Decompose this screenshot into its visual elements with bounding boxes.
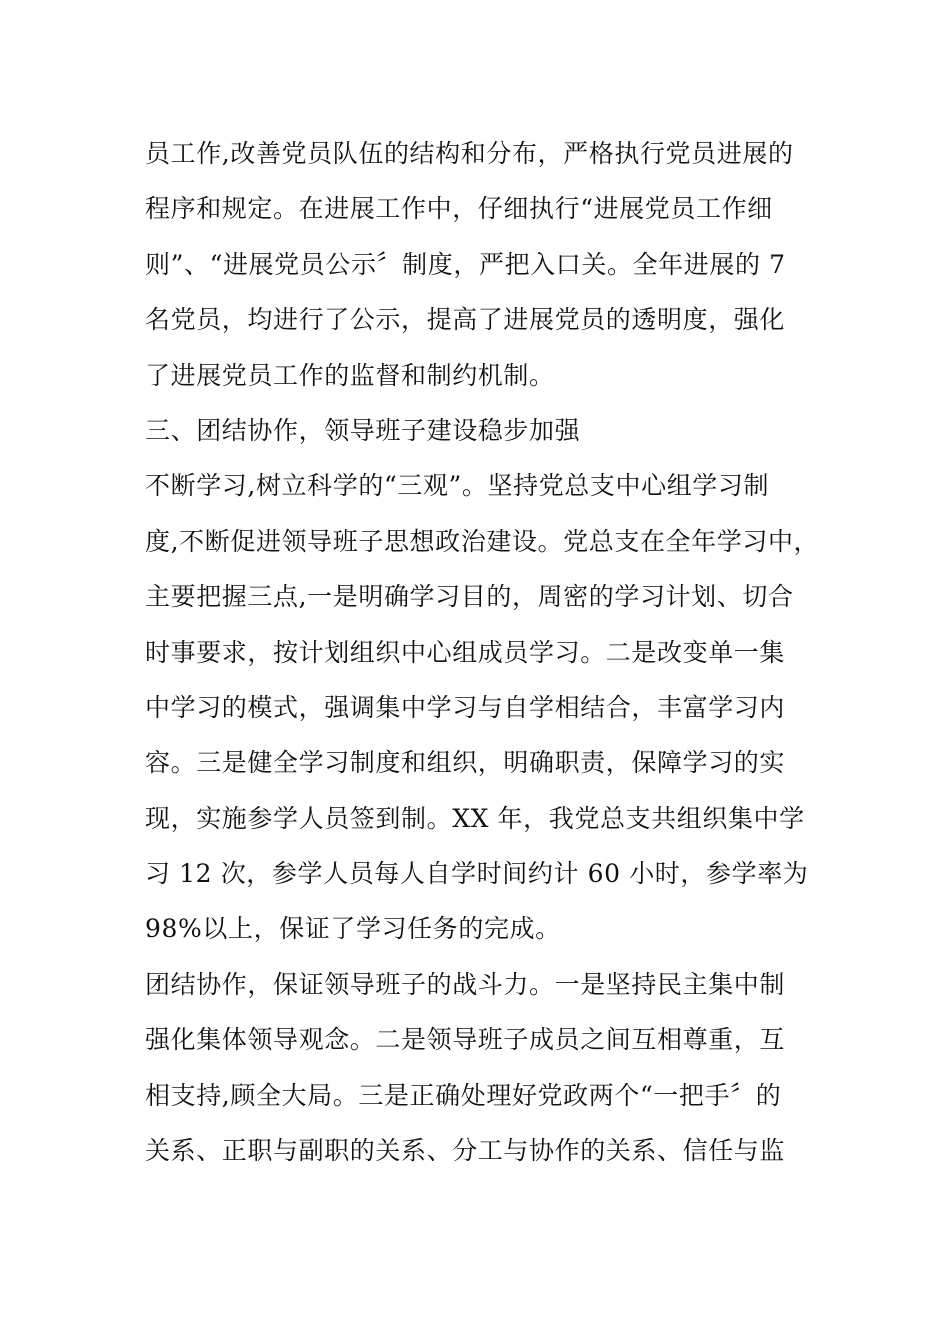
text-line: 习 12 次，参学人员每人自学时间约计 60 小时，参学率为	[145, 859, 809, 889]
text-line: 主要把握三点,一是明确学习目的，周密的学习计划、切合	[145, 582, 794, 612]
text-line: 98%以上，保证了学习任务的完成。	[145, 914, 561, 944]
text-line: 程序和规定。在进展工作中，仔细执行“进展党员工作细	[145, 194, 773, 224]
text-line: 员工作,改善党员队伍的结构和分布，严格执行党员进展的	[145, 139, 794, 168]
text-line: 度,不断促进领导班子思想政治建设。党总支在全年学习中，	[145, 526, 820, 556]
text-line: 时事要求，按计划组织中心组成员学习。二是改变单一集	[145, 637, 786, 667]
text-line: 强化集体领导观念。二是领导班子成员之间互相尊重，互	[145, 1025, 786, 1055]
text-line: 名党员，均进行了公示，提高了进展党员的透明度，强化	[145, 305, 786, 335]
text-line: 容。三是健全学习制度和组织，明确职责，保障学习的实	[145, 748, 786, 778]
text-line: 不断学习,树立科学的“三观”。坚持党总支中心组学习制	[145, 471, 770, 501]
text-line: 中学习的模式，强调集中学习与自学相结合，丰富学习内	[145, 692, 786, 722]
text-line: 现，实施参学人员签到制。XX 年，我党总支共组织集中学	[145, 803, 805, 833]
text-line: 团结协作，保证领导班子的战斗力。一是坚持民主集中制	[145, 969, 786, 999]
text-line: 关系、正职与副职的关系、分工与协作的关系、信任与监	[145, 1136, 786, 1166]
text-line: 则”、“进展党员公示〞制度，严把入口关。全年进展的 7	[145, 249, 786, 279]
section-heading: 三、团结协作，领导班子建设稳步加强	[145, 415, 581, 445]
text-line: 了进展党员工作的监督和制约机制。	[145, 360, 555, 390]
document-body	[145, 126, 825, 1178]
text-line: 相支持,顾全大局。三是正确处理好党政两个“一把手〞的	[145, 1080, 782, 1110]
